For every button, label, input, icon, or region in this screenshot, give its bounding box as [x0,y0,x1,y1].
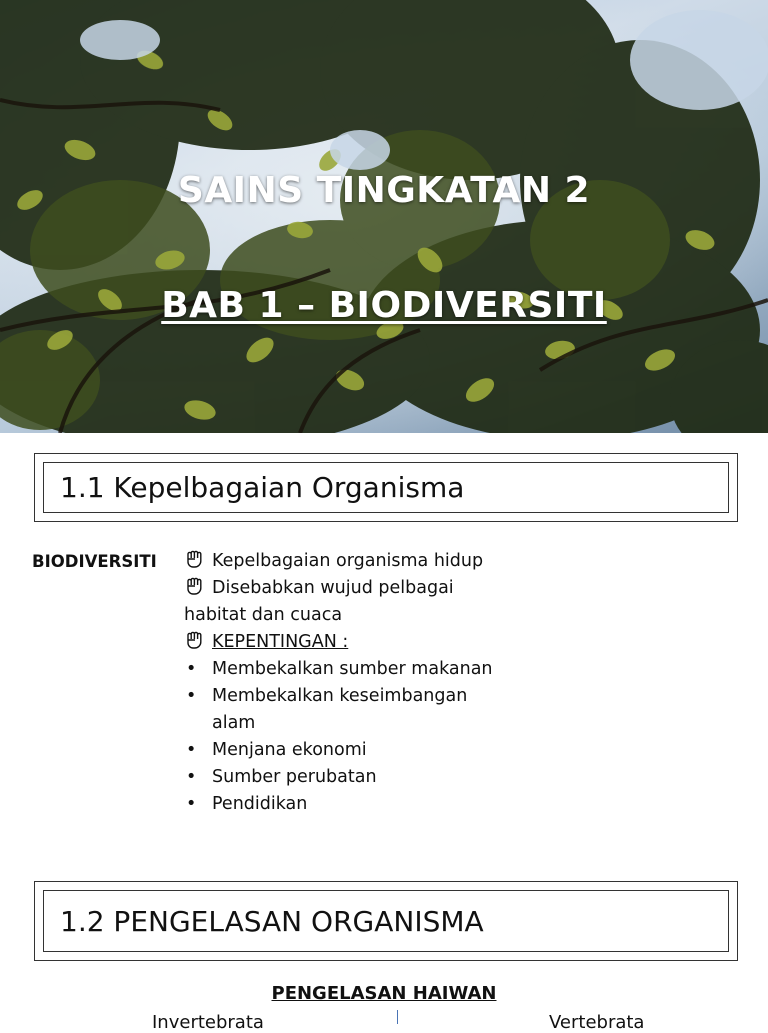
foliage-background-illustration [0,0,768,433]
invertebrata-label: Invertebrata [152,1012,264,1033]
definition-line [184,575,514,629]
definition-text: Disebabkan wujud pelbagai habitat dan cuaca [184,578,454,625]
biodiversiti-definitions [184,548,514,818]
list-item: • Membekalkan sumber makanan [184,656,514,683]
section-2-header [34,881,738,961]
definition-text: Kepelbagaian organisma hidup [212,551,484,571]
importance-label: KEPENTINGAN : [212,632,349,652]
importance-heading [184,629,514,656]
section-1-title: 1.1 Kepelbagaian Organisma [43,462,729,513]
section-2-title: 1.2 PENGELASAN ORGANISMA [43,890,729,952]
fist-icon [184,549,206,569]
biodiversiti-term: BIODIVERSITI [32,552,157,571]
importance-list [184,656,514,818]
hero-subtitle: BAB 1 – BIODIVERSITI [161,285,607,326]
vertebrata-label: Vertebrata [549,1012,645,1033]
list-item: • Pendidikan [184,791,514,818]
fist-icon [184,576,206,596]
hero-title: SAINS TINGKATAN 2 [177,170,591,211]
list-item: • Membekalkan keseimbangan alam [184,683,514,737]
hero-banner [0,0,768,433]
section-1-header [34,453,738,522]
definition-line [184,548,514,575]
list-item: • Menjana ekonomi [184,737,514,764]
classification-heading: PENGELASAN HAIWAN [271,983,497,1004]
divider-line [397,1010,398,1024]
list-item: • Sumber perubatan [184,764,514,791]
fist-icon [184,630,206,650]
